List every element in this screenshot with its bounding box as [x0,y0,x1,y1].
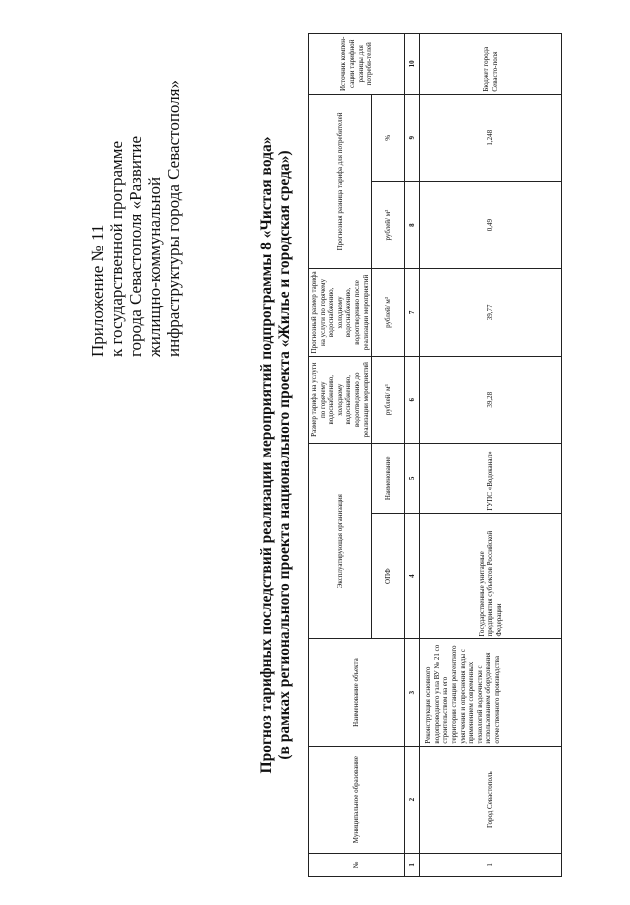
title-line-1: Прогноз тарифных последствий реализации мероприятий подпрограммы 8 «Чистая вода» [258,136,275,774]
table-row [420,34,562,877]
cell-number: 1 [420,853,562,876]
column-number: 10 [405,34,420,95]
column-number: 5 [405,443,420,513]
appendix-line: к государственной программе [107,140,126,357]
header-number: № [309,853,405,876]
column-number: 6 [405,356,420,443]
header-org-name: Наименование [372,443,405,513]
cell-difference-percent: 1,248 [420,94,562,181]
unit-difference-percent: % [372,94,405,181]
unit-tariff-before: рублей/ м³ [372,356,405,443]
appendix-line: инфраструктуры города Севастополя» [164,80,183,357]
header-operating-org: Эксплуатирующая организация [309,443,372,639]
cell-tariff-after: 39,77 [420,269,562,356]
cell-org-name: ГУПС «Водоканал» [420,443,562,513]
unit-difference-rub: рублей/ м³ [372,181,405,268]
cell-compensation-source: Бюджет города Севасто-поля [420,34,562,95]
cell-tariff-before: 39,28 [420,356,562,443]
header-tariff-before: Размер тарифа на услуги по горячему водоснабжению, холодному водоснабжению, водоотведению до реализации мероприятий [309,356,372,443]
column-number: 2 [405,746,420,853]
column-number: 9 [405,94,420,181]
unit-tariff-after: рублей/ м³ [372,269,405,356]
column-number: 7 [405,269,420,356]
header-tariff-after: Прогнозный размер тарифа на услуги по горячему водоснабжению, холодному водоснабжению, водоотведению после реализации мероприятий [309,269,372,356]
tariff-table [308,33,562,877]
table-header-row [309,34,372,877]
title-line-2: (в рамках регионального проекта национального проекта «Жилье и городская среда») [276,150,293,760]
header-municipality: Муниципальное образование [309,746,405,853]
column-number-row [405,34,420,877]
header-opf: ОПФ [372,513,405,639]
appendix-line: города Севастополя «Развитие [126,135,145,357]
cell-difference-rub: 0,49 [420,181,562,268]
column-number: 3 [405,639,420,746]
column-number: 4 [405,513,420,639]
document-title [258,35,294,875]
header-tariff-difference: Прогнозная разница тарифа для потребителей [309,94,372,269]
column-number: 8 [405,181,420,268]
cell-object-name: Реконструкция основного водопроводного узла ВУ № 21 со строительством на его территории станции реагентного умягчения и опреснения воды с применением современных технологий водоочистки с использованием оборудования отечественного производства [420,639,562,746]
appendix-line: жилищно-коммунальной [145,176,164,357]
cell-opf: Государственные унитарные предприятия субъектов Российской Федерации [420,513,562,639]
appendix-heading [88,57,183,357]
appendix-line: Приложение № 11 [88,224,107,357]
column-number: 1 [405,853,420,876]
header-object-name: Наименование объекта [309,639,405,746]
header-compensation-source: Источник компен-сации тарифной разницы для потреби-телей [309,34,405,95]
cell-municipality: Город Севастополь [420,746,562,853]
